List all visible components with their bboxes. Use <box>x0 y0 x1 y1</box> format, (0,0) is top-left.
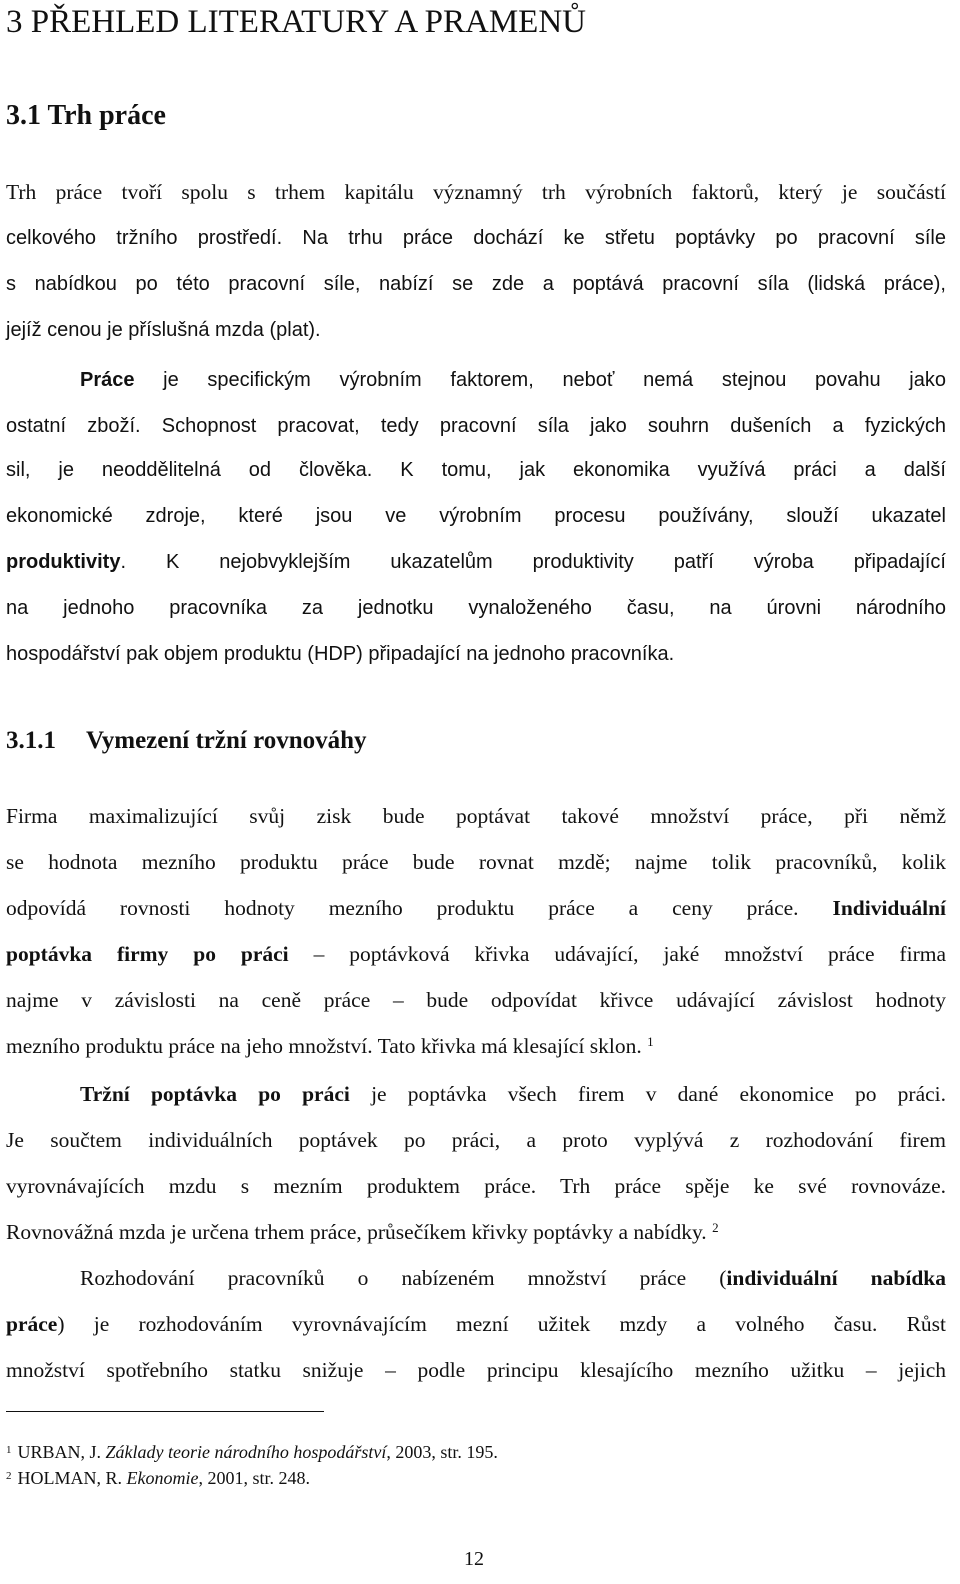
footnote-2 <box>6 1466 310 1490</box>
chapter-heading: 3 PŘEHLED LITERATURY A PRAMENŮ <box>6 4 586 40</box>
term-prace: Práce <box>80 369 135 391</box>
p1-line-2: celkového tržního prostředí. Na trhu práce dochází ke střetu poptávky po pracovní síle <box>6 227 946 249</box>
p5-line-3: množství spotřebního statku snižuje – podle principu klesajícího mezního užitku – jejich <box>6 1358 946 1382</box>
footnote-1-author: URBAN, J. <box>17 1442 106 1462</box>
p4-line-2: Je součtem individuálních poptávek po práci, a proto vyplývá z rozhodování firem <box>6 1128 946 1152</box>
section-heading: 3.1 Trh práce <box>6 100 166 131</box>
p5-line-1-text: Rozhodování pracovníků o nabízeném množství práce ( <box>80 1266 727 1290</box>
p5-line-2 <box>6 1310 946 1338</box>
p2-line-3 <box>6 456 946 484</box>
footnote-1-number: 1 <box>6 1444 12 1456</box>
p3-line-3 <box>6 894 946 922</box>
p2-line-4: ekonomické zdroje, které jsou ve výrobním procesu používány, slouží ukazatel <box>6 505 946 527</box>
p1-line-3: s nabídkou po této pracovní síle, nabízí se zde a poptává pracovní síla (lidská práce), <box>6 273 946 295</box>
p2-line-7: hospodářství pak objem produktu (HDP) připadající na jednoho pracovníka. <box>6 643 675 665</box>
p3-line-3-text: odpovídá rovnosti hodnoty mezního produktu práce a ceny práce. <box>6 896 799 920</box>
term-individualni: Individuální <box>832 896 946 920</box>
p2-line-2-b: Schopnost pracovat, tedy pracovní síla jako souhrn dušeních a fyzických <box>140 415 946 437</box>
term-individualni-nabidka: individuální nabídka <box>726 1266 946 1290</box>
p3-line-5: najme v závislosti na ceně práce – bude odpovídat křivce udávající závislost hodnoty <box>6 988 946 1012</box>
p4-line-4 <box>6 1218 946 1246</box>
footnote-1 <box>6 1440 498 1464</box>
p4-line-1 <box>80 1080 946 1108</box>
footnote-2-title: Ekonomie <box>126 1468 199 1488</box>
p4-line-1-text: je poptávka všech firem v dané ekonomice po práci. <box>349 1082 947 1106</box>
p2-line-1 <box>80 366 946 394</box>
p2-line-3-a: sil, je neoddělitelná od člověka. <box>6 459 373 481</box>
p3-line-4-text: – poptávková křivka udávající, jaké množství práce firma <box>288 942 946 966</box>
p4-line-3: vyrovnávajících mzdu s mezním produktem práce. Trh práce spěje ke své rovnováze. <box>6 1174 946 1198</box>
subsection-title: Vymezení tržní rovnováhy <box>86 727 367 754</box>
term-poptavka-firmy: poptávka firmy po práci <box>6 942 289 966</box>
p3-line-4 <box>6 940 946 968</box>
subsection-heading <box>6 724 367 758</box>
p2-line-5 <box>6 548 946 576</box>
p2-line-2 <box>6 412 946 440</box>
p3-line-1: Firma maximalizující svůj zisk bude poptávat takové množství práce, při němž <box>6 804 946 828</box>
p5-line-2-text: ) je rozhodováním vyrovnávajícím mezní užitek mzdy a volného času. Růst <box>57 1312 946 1336</box>
p1-line-1: Trh práce tvoří spolu s trhem kapitálu významný trh výrobních faktorů, který je součástí <box>6 180 946 204</box>
term-prace-2: práce <box>6 1312 58 1336</box>
p2-line-6: na jednoho pracovníka za jednotku vynaloženého času, na úrovni národního <box>6 597 946 619</box>
subsection-number: 3.1.1 <box>6 727 56 754</box>
p2-line-2-a: ostatní zboží. <box>6 415 141 437</box>
footnote-ref-2: 2 <box>712 1220 719 1235</box>
footnote-2-author: HOLMAN, R. <box>17 1468 127 1488</box>
p2-line-5-text: . K nejobvyklejším ukazatelům produktivity patří výroba připadající <box>120 551 946 573</box>
footnote-2-number: 2 <box>6 1470 12 1482</box>
p2-line-3-b: K tomu, jak ekonomika využívá práci a další <box>372 459 946 481</box>
term-produktivity: produktivity <box>6 551 121 573</box>
footnote-ref-1: 1 <box>647 1034 654 1049</box>
p1-line-4: jejíž cenou je příslušná mzda (plat). <box>6 319 321 341</box>
footnote-separator <box>6 1411 324 1412</box>
p3-line-2: se hodnota mezního produktu práce bude rovnat mzdě; najme tolik pracovníků, kolik <box>6 850 946 874</box>
footnote-2-details: , 2001, str. 248. <box>198 1468 311 1488</box>
page-number: 12 <box>464 1548 484 1570</box>
p4-line-4-text: Rovnovážná mzda je určena trhem práce, průsečíkem křivky poptávky a nabídky. <box>6 1220 707 1244</box>
p3-line-6 <box>6 1032 946 1060</box>
term-trzni-poptavka: Tržní poptávka po práci <box>80 1082 350 1106</box>
footnote-1-details: , 2003, str. 195. <box>386 1442 498 1462</box>
footnote-1-title: Základy teorie národního hospodářství <box>105 1442 387 1462</box>
p5-line-1 <box>80 1264 946 1292</box>
p2-line-1-text: je specifickým výrobním faktorem, neboť nemá stejnou povahu jako <box>134 369 946 391</box>
p3-line-6-text: mezního produktu práce na jeho množství. Tato křivka má klesající sklon. <box>6 1034 642 1058</box>
